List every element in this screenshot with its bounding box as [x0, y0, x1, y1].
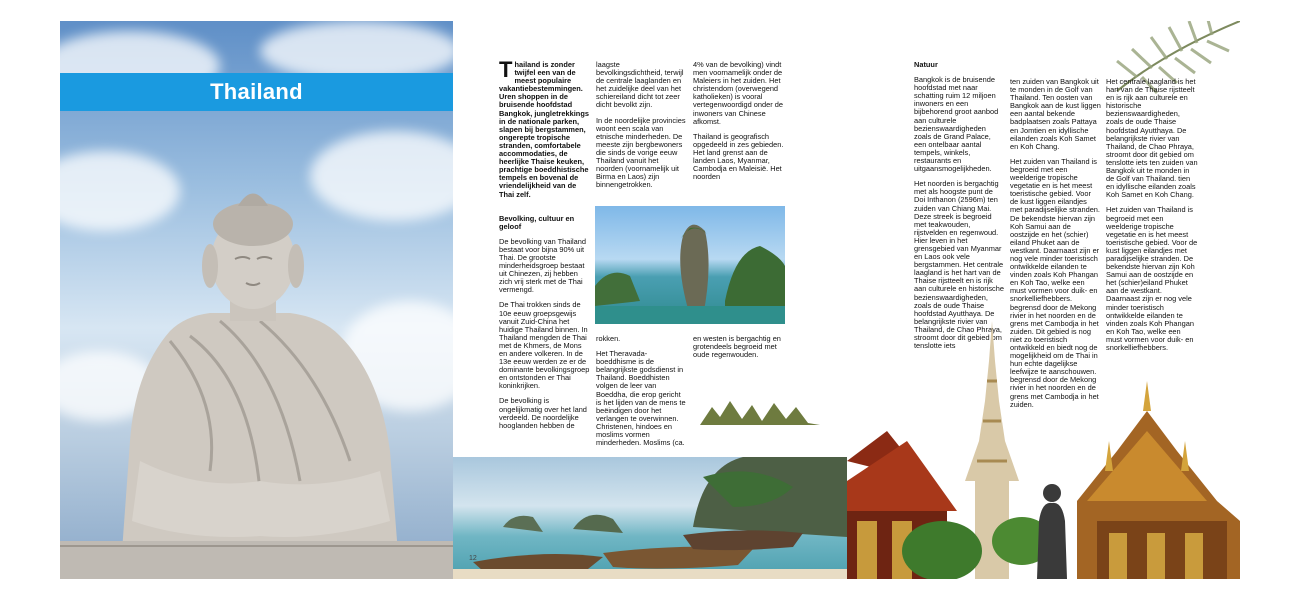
paragraph: Bangkok is de bruisende hoofdstad met naar schatting ruim 12 miljoen inwoners en een bijbehorend groot aanbod aan culturele bezienswaardigheden zoals de Grand Palace, een ontelbaar aantal tempels, winkels, restaurants en uitgaansmogelijkheden.	[914, 75, 999, 174]
paragraph: In de noordelijke provincies woont een scala van etnische minderheden. De meeste zijn bergbewoners die sinds de vorige eeuw Thailand vanuit het noorden (voornamelijk uit Birma en Laos) zijn binnengetrokken.	[596, 115, 686, 190]
right-page	[847, 21, 1240, 579]
middle-column-2-bottom	[596, 335, 686, 454]
middle-page	[453, 21, 847, 579]
paragraph: Het zuiden van Thailand is begroeid met een weelderige tropische vegetatie en is het meest toeristische gebied. Voor de kust liggen eilandjes met paradijselijke stranden. De bekendste hiervan zijn Koh Samui aan de oostzijde en het (schier) eiland Phuket aan de westkant. Daarnaast zijn er nog vele minder toeristisch ontwikkelde eilanden te vinden zoals Koh Phangan en Koh Tao, welke een must vormen voor duik- en snorkelliefhebbers. begrensd door de Mekong rivier in het noorden en de grens met Cambodja in het zuiden. Dit gebied is nog niet zo toeristisch ontwikkeld en biedt nog de mogelijkheid om de Thai in hun echte dagelijkse leefwijze te aanschouwen. begrensd door de Mekong rivier in het noorden en de grens met Cambodja in het zuiden.	[1010, 156, 1100, 409]
paragraph: en westen is bergachtig en grotendeels begroeid met oude regenwouden.	[693, 334, 781, 360]
mountains-icon	[700, 395, 820, 427]
island-photo	[595, 206, 785, 324]
middle-column-3-top	[693, 61, 785, 188]
page-number: 12	[469, 555, 477, 562]
paragraph: Het Theravada-boeddhisme is de belangrijkste godsdienst in Thailand. Boeddhisten volgen de leer van Boeddha, die erop gericht is het lijden van de mens te beëindigen door het verlangen te overwinnen. Christenen, hindoes en moslims vormen minderheden. Moslims (ca.	[596, 349, 686, 448]
paragraph: Het centrale laagland is het hart van de Thaise rijstteelt en is rijk aan culturele en historische bezienswaardigheden, zoals de oude Thaise hoofdstad Ayutthaya. De belangrijkste rivier van Thailand, de Chao Phraya, stroomt door dit gebied om tenslotte iets ten zuiden van Bangkok uit te monden in de Golf van Thailand. tien en idyllische eilanden zoals Koh Samet en Koh Chang.	[1106, 77, 1198, 200]
middle-column-1	[499, 57, 590, 437]
limestone-islands-image	[595, 206, 785, 324]
temples-image	[847, 321, 1240, 579]
paragraph: rokken.	[596, 334, 621, 343]
section-heading: Natuur	[914, 60, 938, 69]
beach-boats-image	[453, 457, 847, 579]
paragraph: Het noorden is bergachtig met als hoogste punt de Doi Inthanon (2596m) ten zuiden van Chiang Mai. Deze streek is begroeid met teakwouden, rijstvelden en regenwoud. Hier leven in het grensgebied van Myanmar en Laos ook vele bergstammen. Het centrale laagland is het hart van de Thaise rijstteelt en is rijk aan culturele en historische bezienswaardigheden, zoals de oude Thaise hoofdstad Ayutthaya. De belangrijkste rivier van Thailand, de Chao Phraya, stroomt door dit gebied om tenslotte iets	[914, 179, 1004, 351]
right-column-3	[1106, 78, 1198, 359]
right-column-1	[914, 61, 1004, 357]
paragraph: 4% van de bevolking) vindt men voornamelijk onder de Maleiers in het zuiden. Het christendom (overwegend katholieken) is vooral vertegenwoordigd onder de inwoners van Chinese afkomst.	[693, 60, 783, 126]
buddha-statue-image	[60, 21, 453, 579]
middle-column-2-top	[596, 61, 686, 196]
left-page	[60, 21, 453, 579]
paragraph: Thailand is geografisch opgedeeld in zes gebieden. Het land grenst aan de landen Laos, Myanmar, Cambodja en Maleisië. Het noorden	[693, 131, 784, 182]
middle-column-3-bottom	[693, 335, 785, 366]
paragraph: ten zuiden van Bangkok uit te monden in de Golf van Thailand. Ten oosten van Bangkok aan de kust liggen een aantal bekende badplaatsen zoals Pattaya en Jomtien en idyllische eilanden zoals Koh Samet en Koh Chang.	[1010, 77, 1101, 151]
paragraph: De bevolking van Thailand bestaat voor bijna 90% uit Thai. De grootste minderheidsgroep bestaat uit Chinezen, zij hebben zich vrij sterk met de Thai vermengd.	[499, 236, 586, 295]
longtail-boats-photo	[453, 457, 847, 579]
intro-paragraph: Thailand is zonder twijfel een van de meest populaire vakantiebestemmingen. Uren shoppen in de bruisende hoofdstad Bangkok, jungletrekkings in de nationale parken, slapen bij bergstammen, ongerepte tropische stranden, comfortabele accommodaties, de heerlijke Thaise keuken, prachtige boeddhistische tempels en bovenal de vriendelijkheid van de Thai zelf.	[499, 57, 589, 199]
paragraph: Het zuiden van Thailand is begroeid met een weelderige tropische vegetatie en is het meest toeristische gebied. Voor de kust liggen eilandjes met paradijselijke stranden. De bekendste hiervan zijn Koh Samui aan de oostzijde en het (schier)eiland Phuket aan de westkant. Daarnaast zijn er nog vele minder toeristisch ontwikkelde eilanden te vinden zoals Koh Phangan en Koh Tao, welke een must vormen voor duik- en snorkelliefhebbers.	[1106, 205, 1198, 352]
cover-title: Thailand	[210, 79, 303, 104]
drop-cap: T	[499, 57, 513, 82]
paragraph: De Thai trokken sinds de 10e eeuw groepsgewijs vanuit Zuid-China het huidige Thailand binnen. In Thailand mengden de Thai met de Khmers, de Mons en andere volkeren. In de 13e eeuw werden ze er de dominante bevolkingsgroep en ontstonden er Thai koninkrijken.	[499, 300, 590, 391]
paragraph: De bevolking is ongelijkmatig over het land verdeeld. De noordelijke hooglanden hebben de	[499, 396, 587, 430]
paragraph: laagste bevolkingsdichtheid, terwijl de centrale laaglanden en het zuidelijke deel van het schiereiland dicht tot zeer dicht bevolkt zijn.	[596, 60, 684, 110]
section-heading: Bevolking, cultuur en geloof	[499, 213, 575, 231]
